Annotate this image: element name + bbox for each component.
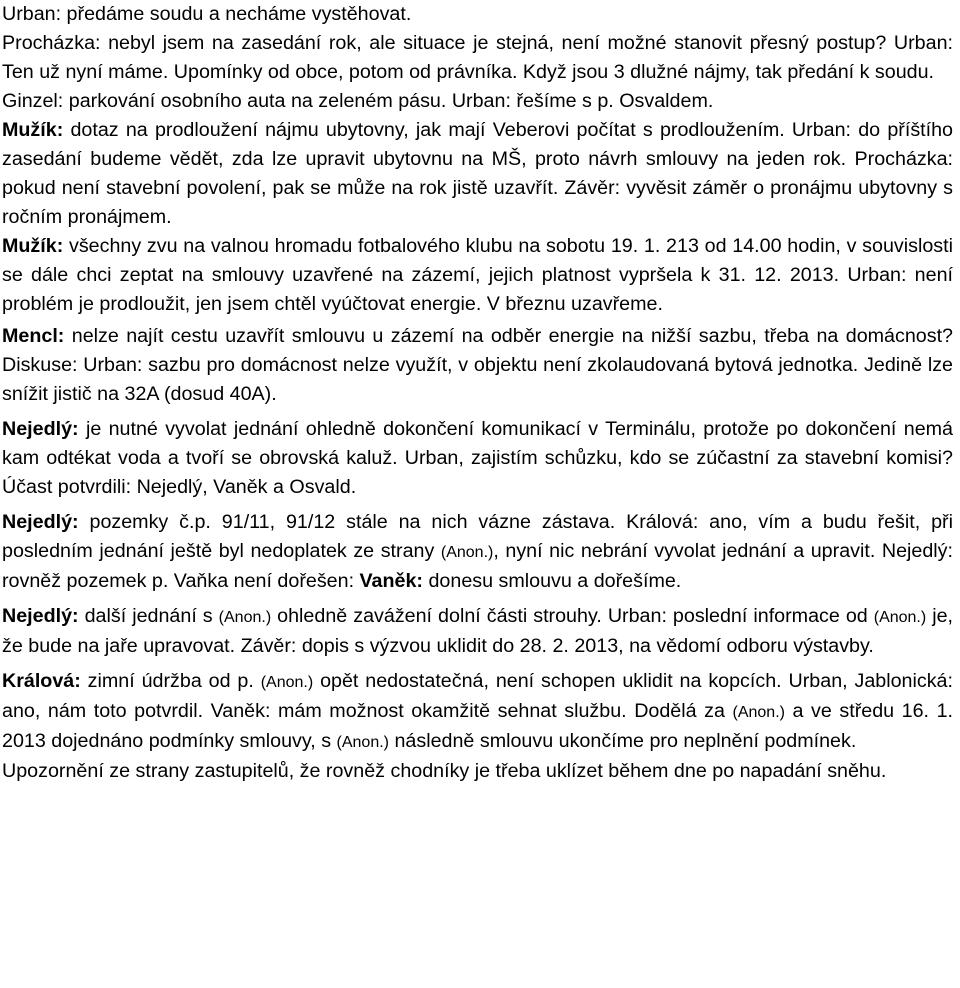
paragraph <box>2 116 953 232</box>
anonymized-name: (Anon.) <box>440 544 494 561</box>
paragraph <box>2 232 953 319</box>
text-segment: všechny zvu na valnou hromadu fotbalového klubu na sobotu 19. 1. 213 od 14.00 hodin, v souvislosti se dále chci zeptat na smlouvy uzavřené na zázemí, jejich platnost vypršela k 31. 12. 2013. Urban: není problém je prodloužit, jen jsem chtěl vyúčtovat energie. V březnu uzavřeme. <box>2 235 953 315</box>
paragraph <box>2 29 953 87</box>
meeting-minutes-document <box>2 0 953 786</box>
text-segment: zimní údržba od p. <box>80 670 261 692</box>
anonymized-name: (Anon.) <box>336 734 389 751</box>
speaker-name: Nejedlý: <box>2 511 79 533</box>
paragraph <box>2 415 953 502</box>
anonymized-name: (Anon.) <box>732 704 785 721</box>
text-segment: Upozornění ze strany zastupitelů, že rovněž chodníky je třeba uklízet během dne po napadání sněhu. <box>2 760 887 782</box>
text-segment: další jednání s <box>78 605 219 627</box>
text-segment: dotaz na prodloužení nájmu ubytovny, jak mají Veberovi počítat s prodloužením. Urban: do příštího zasedání budeme vědět, zda lze upravit ubytovnu na MŠ, proto návrh smlouvy na jeden rok. Procházka: pokud není stavební povolení, pak se může na rok jistě uzavřít. Závěr: vyvěsit záměr o pronájmu ubytovny s ročním pronájmem. <box>2 119 953 228</box>
text-segment: nelze najít cestu uzavřít smlouvu u zázemí na odběr energie na nižší sazbu, třeba na domácnost? Diskuse: Urban: sazbu pro domácnost nelze využít, v objektu není zkolaudovaná bytová jednotka. Jedině lze snížit jistič na 32A (dosud 40A). <box>2 325 953 405</box>
paragraph <box>2 757 953 786</box>
paragraph <box>2 667 953 757</box>
anonymized-name: (Anon.) <box>873 609 927 626</box>
speaker-name: Mužík: <box>2 119 64 141</box>
paragraph <box>2 322 953 409</box>
speaker-name: Mužík: <box>2 235 64 257</box>
text-segment: Urban: předáme soudu a necháme vystěhovat. <box>2 3 412 25</box>
speaker-name: Nejedlý: <box>2 605 79 627</box>
speaker-name: Králová: <box>2 670 81 692</box>
text-segment: je, že bude na jaře upravovat. Závěr: dopis s výzvou uklidit do 28. 2. 2013, na vědomí odboru výstavby. <box>2 605 954 657</box>
anonymized-name: (Anon.) <box>260 674 314 691</box>
paragraph <box>2 0 953 29</box>
speaker-name: Vaněk: <box>359 570 423 592</box>
paragraph <box>2 602 953 661</box>
speaker-name: Mencl: <box>2 325 65 347</box>
text-segment: je nutné vyvolat jednání ohledně dokončení komunikací v Terminálu, protože po dokončení nemá kam odtékat voda a tvoří se obrovská kaluž. Urban, zajistím schůzku, kdo se zúčastní za stavební komisi? Účast potvrdili: Nejedlý, Vaněk a Osvald. <box>2 418 953 498</box>
text-segment: ohledně zavážení dolní části strouhy. Urban: poslední informace od <box>271 605 874 627</box>
text-segment: a ve středu 16. 1. 2013 dojednáno podmínky smlouvy, s <box>2 700 953 752</box>
text-segment: následně smlouvu ukončíme pro neplnění podmínek. <box>389 730 857 752</box>
text-segment: Ginzel: parkování osobního auta na zeleném pásu. Urban: řešíme s p. Osvaldem. <box>2 90 714 112</box>
anonymized-name: (Anon.) <box>218 609 272 626</box>
text-segment: Procházka: nebyl jsem na zasedání rok, ale situace je stejná, není možné stanovit přesný postup? Urban: Ten už nyní máme. Upomínky od obce, potom od právníka. Když jsou 3 dlužné nájmy, tak předání k soudu. <box>2 32 953 83</box>
text-segment: donesu smlouvu a dořešíme. <box>423 570 682 592</box>
text-segment: opět nedostatečná, není schopen uklidit na kopcích. Urban, Jablonická: ano, nám toto potvrdil. Vaněk: mám možnost okamžitě sehnat službu. Dodělá za <box>2 670 953 722</box>
paragraph <box>2 508 953 596</box>
text-segment: , nyní nic nebrání vyvolat jednání a upravit. Nejedlý: rovněž pozemek p. Vaňka není dořešen: <box>2 540 953 592</box>
text-segment: pozemky č.p. 91/11, 91/12 stále na nich vázne zástava. Králová: ano, vím a budu řešit, při posledním jednání ještě byl nedoplatek ze strany <box>2 511 953 562</box>
paragraph <box>2 87 953 116</box>
speaker-name: Nejedlý: <box>2 418 79 440</box>
